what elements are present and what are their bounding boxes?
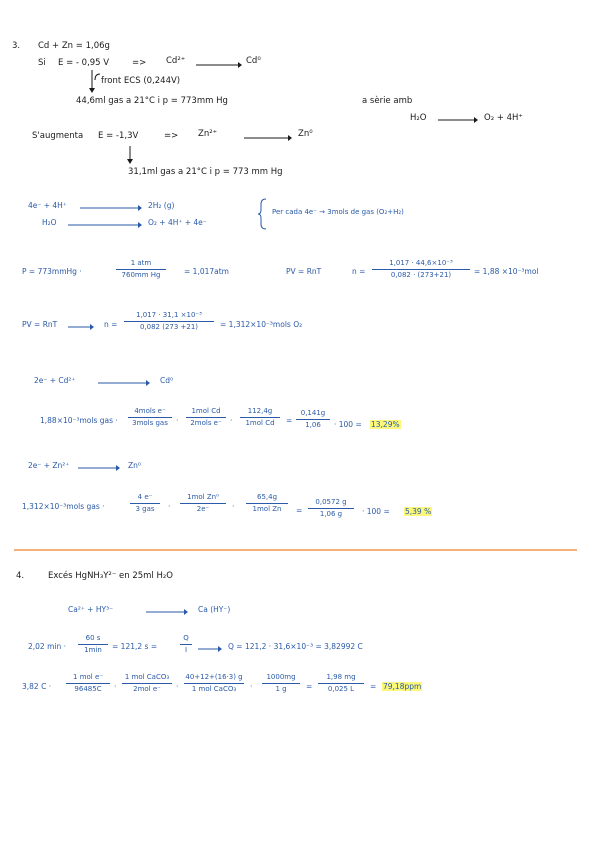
problem-4-heading: Excés HgNH₃Y²⁻ en 25ml H₂O bbox=[48, 571, 173, 581]
mass-fraction-2 bbox=[122, 674, 172, 693]
pressure-result: = 1,017atm bbox=[184, 267, 229, 276]
fraction-denominator: 3 gas bbox=[135, 505, 155, 513]
multiply-dot: · bbox=[176, 682, 179, 691]
gas-volume-1: 44,6ml gas a 21°C i p = 773mm Hg bbox=[76, 96, 228, 106]
arrow-right-icon bbox=[68, 221, 142, 229]
fraction-denominator: 1,06 g bbox=[319, 510, 343, 518]
fraction-numerator: 0,0572 g bbox=[315, 498, 347, 506]
zn-reduction-product: Zn⁰ bbox=[128, 461, 141, 470]
zn-calc-fraction-4 bbox=[308, 499, 354, 518]
time-fraction bbox=[78, 635, 108, 654]
fraction-denominator: 1 mol CaCO₃ bbox=[191, 685, 237, 693]
fraction-denominator: 2mols e⁻ bbox=[190, 419, 222, 427]
arrow-right-icon bbox=[98, 379, 150, 387]
section-divider bbox=[14, 549, 577, 551]
multiply-dot: · bbox=[232, 502, 235, 511]
fraction-denominator: 0,082 (273 +21) bbox=[139, 323, 199, 331]
mass-fraction-1 bbox=[66, 674, 110, 693]
arrow-right-icon bbox=[146, 608, 188, 616]
moles-result-1: = 1,88 ×10⁻³mol bbox=[474, 267, 539, 276]
moles-fraction-1 bbox=[372, 260, 470, 279]
ideal-gas-law-1: PV = RnT bbox=[286, 267, 322, 276]
multiply-dot: · bbox=[250, 682, 253, 691]
equals-sign: = bbox=[306, 682, 313, 691]
zn-calc-lhs: 1,312×10⁻³mols gas · bbox=[22, 502, 105, 511]
problem-4-number: 4. bbox=[16, 571, 25, 581]
moles-fraction-2 bbox=[124, 312, 214, 331]
cd-percent-result bbox=[370, 421, 401, 429]
series-note: a sèrie amb bbox=[362, 96, 413, 106]
fraction-numerator: 1,017 · 44,6×10⁻³ bbox=[389, 259, 453, 267]
mass-fraction-3 bbox=[184, 674, 244, 693]
down-bracket-arrow-icon bbox=[88, 68, 102, 94]
fraction-denominator: 0,082 · (273+21) bbox=[390, 271, 452, 279]
reduction-reactants: 4e⁻ + 4H⁺ bbox=[28, 201, 67, 210]
moles-lhs-1: n = bbox=[352, 267, 366, 276]
cd-calc-fraction-3 bbox=[240, 408, 280, 427]
fraction-denominator: 1min bbox=[84, 646, 102, 654]
potential-2: E = -1,3V bbox=[98, 131, 139, 141]
zn2-ion: Zn²⁺ bbox=[198, 129, 218, 139]
fraction-numerator: 1 atm bbox=[130, 259, 152, 267]
fraction-denominator: 1 g bbox=[275, 685, 287, 693]
cd-calc-lhs: 1,88×10⁻³mols gas · bbox=[40, 416, 118, 425]
saugmenta-label: S'augmenta bbox=[32, 131, 84, 141]
implies-1: => bbox=[132, 58, 147, 68]
fraction-denominator: 1mol Cd bbox=[245, 419, 275, 427]
fraction-denominator: 760mm Hg bbox=[121, 271, 161, 279]
fraction-numerator: 4mols e⁻ bbox=[134, 407, 166, 415]
si-label: Si bbox=[38, 58, 46, 68]
equals-sign: = bbox=[296, 506, 303, 515]
mass-equation: Cd + Zn = 1,06g bbox=[38, 41, 110, 51]
mass-fraction-5 bbox=[318, 674, 364, 693]
fraction-numerator: 40+12+(16·3) g bbox=[185, 673, 243, 681]
fraction-denominator: 0,025 L bbox=[327, 685, 355, 693]
moles-result-2: = 1,312×10⁻³mols O₂ bbox=[220, 320, 303, 329]
curly-brace-icon bbox=[258, 198, 268, 230]
cd2-ion: Cd²⁺ bbox=[166, 56, 186, 66]
equals-sign: = bbox=[286, 416, 293, 425]
fraction-numerator: 1 mol e⁻ bbox=[73, 673, 103, 681]
complexation-product: Ca (HY⁻) bbox=[198, 605, 231, 614]
fraction-numerator: 1,017 · 31,1 ×10⁻³ bbox=[136, 311, 202, 319]
highlight: 5,39 % bbox=[405, 507, 432, 516]
o2-products: O₂ + 4H⁺ bbox=[484, 113, 523, 123]
fraction-denominator: 2mol e⁻ bbox=[133, 685, 161, 693]
fraction-numerator: 65,4g bbox=[256, 493, 278, 501]
zn-reduction-reactants: 2e⁻ + Zn²⁺ bbox=[28, 461, 70, 470]
time-seconds: = 121,2 s = bbox=[112, 642, 158, 651]
fraction-numerator: 60 s bbox=[85, 634, 101, 642]
cd-calc-fraction-4 bbox=[296, 410, 330, 429]
percent-multiplier: · 100 = bbox=[334, 420, 362, 429]
fraction-numerator: 1,98 mg bbox=[326, 673, 356, 681]
pressure-fraction bbox=[116, 260, 166, 279]
oxidation-reactant: H₂O bbox=[42, 218, 57, 227]
multiply-dot: · bbox=[176, 416, 179, 425]
time-lhs: 2,02 min · bbox=[28, 642, 66, 651]
arrow-right-icon bbox=[196, 61, 242, 69]
implies-2: => bbox=[164, 131, 179, 141]
fraction-denominator: 1mol Zn bbox=[252, 505, 282, 513]
ideal-gas-law-2: PV = RnT bbox=[22, 320, 58, 329]
charge-result: Q = 121,2 · 31,6×10⁻³ = 3,82992 C bbox=[228, 642, 363, 651]
cd0-metal: Cd⁰ bbox=[246, 56, 261, 66]
fraction-denominator: 3mols gas bbox=[132, 419, 168, 427]
cd-reduction-product: Cd⁰ bbox=[160, 376, 174, 385]
fraction-numerator: 112,4g bbox=[247, 407, 273, 415]
equals-sign: = bbox=[370, 682, 377, 691]
arrow-right-icon bbox=[438, 116, 478, 124]
oxidation-products: O₂ + 4H⁺ + 4e⁻ bbox=[148, 218, 207, 227]
multiply-dot: · bbox=[168, 502, 171, 511]
fraction-denominator: 1,06 bbox=[305, 421, 321, 429]
front-ecs: front ECS (0,244V) bbox=[101, 76, 181, 86]
highlight: 79,18ppm bbox=[383, 682, 422, 691]
pressure-lhs: P = 773mmHg · bbox=[22, 267, 82, 276]
reduction-products: 2H₂ (g) bbox=[148, 201, 175, 210]
complexation-reactants: Ca²⁺ + HY³⁻ bbox=[68, 605, 114, 614]
fraction-numerator: 0,141g bbox=[300, 409, 326, 417]
fraction-numerator: 1 mol CaCO₃ bbox=[124, 673, 170, 681]
highlight: 13,29% bbox=[371, 420, 400, 429]
fraction-numerator: 4 e⁻ bbox=[137, 493, 153, 501]
moles-lhs-2: n = bbox=[104, 320, 118, 329]
h2o-right: H₂O bbox=[410, 113, 427, 123]
cd-calc-fraction-2 bbox=[186, 408, 226, 427]
arrow-right-icon bbox=[198, 645, 222, 653]
fraction-numerator: 1mol Zn⁰ bbox=[187, 493, 219, 501]
problem-3-number: 3. bbox=[12, 41, 21, 51]
ppm-result bbox=[382, 683, 422, 691]
electron-gas-ratio-note: Per cada 4e⁻ → 3mols de gas (O₂+H₂) bbox=[272, 208, 404, 216]
zn-calc-fraction-3 bbox=[246, 494, 288, 513]
mass-lhs: 3,82 C · bbox=[22, 682, 52, 691]
percent-multiplier: · 100 = bbox=[362, 507, 390, 516]
zn-calc-fraction-2 bbox=[180, 494, 226, 513]
multiply-dot: · bbox=[230, 416, 233, 425]
fraction-numerator: 1mol Cd bbox=[191, 407, 221, 415]
arrow-right-icon bbox=[68, 323, 94, 331]
fraction-denominator: I bbox=[184, 646, 188, 654]
arrow-right-icon bbox=[78, 464, 120, 472]
mass-fraction-4 bbox=[262, 674, 300, 693]
arrow-down-icon bbox=[126, 146, 134, 164]
multiply-dot: · bbox=[114, 682, 117, 691]
fraction-numerator: 1000mg bbox=[266, 673, 296, 681]
potential-1: E = - 0,95 V bbox=[58, 58, 110, 68]
fraction-numerator: Q bbox=[183, 634, 189, 642]
zn0-metal: Zn⁰ bbox=[298, 129, 313, 139]
cd-reduction-reactants: 2e⁻ + Cd²⁺ bbox=[34, 376, 76, 385]
charge-current-fraction bbox=[180, 635, 192, 654]
fraction-denominator: 96485C bbox=[74, 685, 102, 693]
gas-volume-2: 31,1ml gas a 21°C i p = 773 mm Hg bbox=[128, 167, 283, 177]
fraction-denominator: 2e⁻ bbox=[196, 505, 210, 513]
arrow-right-icon bbox=[80, 204, 142, 212]
zn-calc-fraction-1 bbox=[130, 494, 160, 513]
cd-calc-fraction-1 bbox=[128, 408, 172, 427]
zn-percent-result bbox=[404, 508, 432, 516]
arrow-right-icon bbox=[244, 134, 292, 142]
